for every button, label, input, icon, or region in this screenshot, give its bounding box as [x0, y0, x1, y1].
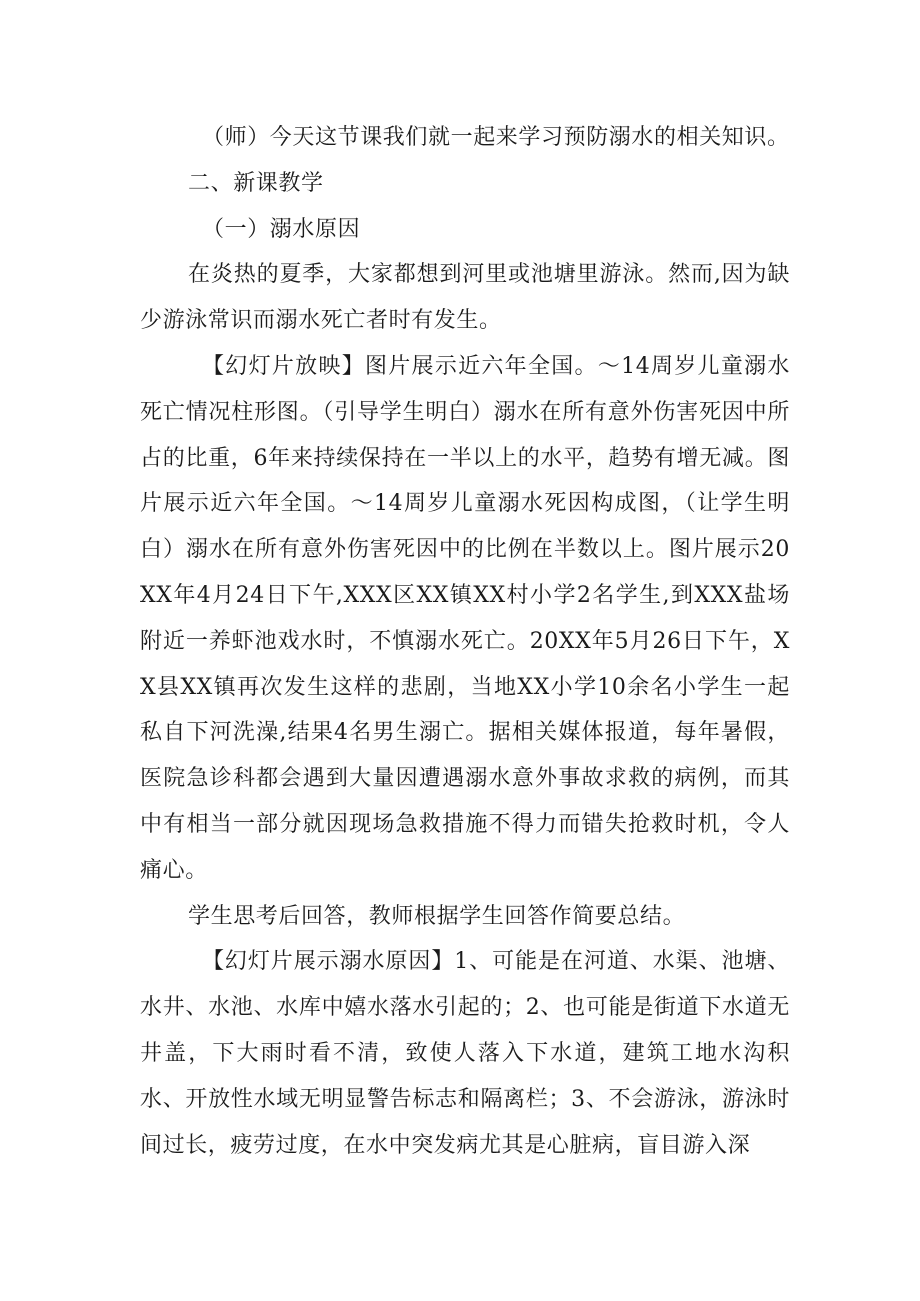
paragraph-intro: （师）今天这节课我们就一起来学习预防溺水的相关知识。 [202, 125, 790, 150]
paragraph-slideshow-causes: 【幻灯片展示溺水原因】1、可能是在河道、水渠、池塘、水井、水池、水库中嬉水落水引起的；2、也可能是街道下水道无井盖，下大雨时看不清，致使人落入下水道，建筑工地水沟积水、开放性水域无明显警告标志和隔离栏；3、不会游泳，游泳时间过长，疲劳过度，在水中突发病尤其是心脏病，盲目游入深 [140, 949, 790, 1158]
subsection-heading-drowning-causes: （一）溺水原因 [202, 216, 361, 242]
paragraph-summer-swimming: 在炎热的夏季，大家都想到河里或池塘里游泳。然而,因为缺少游泳常识而溺水死亡者时有发生。 [140, 262, 790, 334]
section-heading-new-lesson: 二、新课教学 [188, 170, 324, 196]
document-body [140, 115, 790, 1168]
paragraph-student-answer: 学生思考后回答，教师根据学生回答作简要总结。 [188, 903, 686, 929]
paragraph-slideshow-statistics: 【幻灯片放映】图片展示近六年全国。～14周岁儿童溺水死亡情况柱形图。（引导学生明白）溺水在所有意外伤害死因中所占的比重，6年来持续保持在一半以上的水平，趋势有增无减。图片展示近六年全国。～14周岁儿童溺水死因构成图，（让学生明白）溺水在所有意外伤害死因中的比例在半数以上。图片展示20XX年4月24日下午,XXX区XX镇XX村小学2名学生,到XXX盐场附近一养虾池戏水时，不慎溺水死亡。20XX年5月26日下午，XX县XX镇再次发生这样的悲剧，当地XX小学10余名小学生一起私自下河洗澡,结果4名男生溺亡。据相关媒体报道，每年暑假，医院急诊科都会遇到大量因遭遇溺水意外事故求救的病例，而其中有相当一部分就因现场急救措施不得力而错失抢救时机，令人痛心。 [140, 353, 790, 883]
